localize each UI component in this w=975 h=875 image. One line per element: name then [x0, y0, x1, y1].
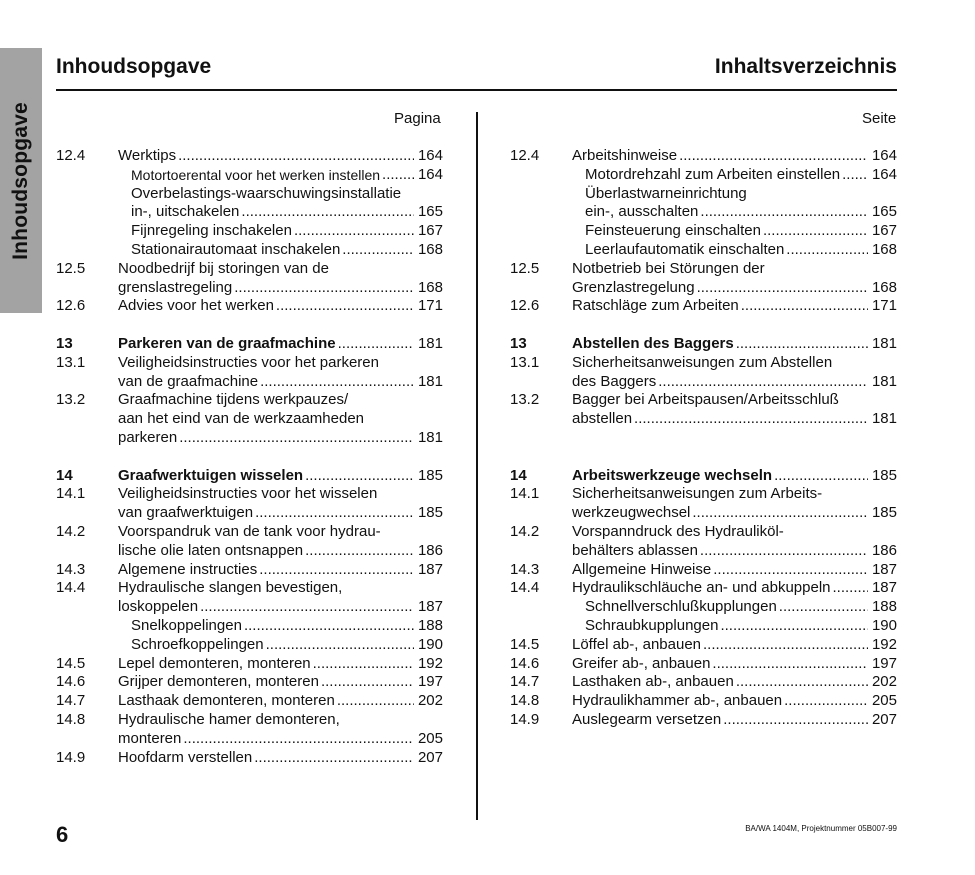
toc-entry-page: 205 [871, 692, 897, 710]
dot-leader [703, 636, 868, 655]
toc-entry-title: Bagger bei Arbeitspausen/Arbeitsschluß [572, 391, 839, 409]
toc-entry-page: 192 [417, 654, 443, 672]
dot-leader [305, 467, 414, 486]
toc-entry-page: 187 [417, 560, 443, 578]
toc-entry-title: Graafwerktuigen wisselen [118, 466, 304, 484]
dot-leader [382, 166, 414, 185]
toc-entry [56, 467, 443, 486]
toc-entry [56, 561, 443, 580]
toc-entry-number: 14.4 [510, 579, 540, 597]
dot-leader [700, 542, 868, 561]
toc-entry [56, 203, 443, 222]
page-number: 6 [56, 822, 69, 847]
toc-entry-page: 185 [871, 466, 897, 484]
side-tab-label: Inhoudsopgave [9, 101, 32, 260]
toc-entry-number: 14.9 [56, 748, 86, 766]
toc-entry [56, 335, 443, 354]
toc-entry-page: 188 [871, 598, 897, 616]
toc-entry [510, 222, 897, 241]
column-divider [476, 112, 478, 820]
toc-entry-page: 181 [417, 334, 443, 352]
toc-entry [56, 279, 443, 298]
toc-entry [510, 241, 897, 260]
toc-entry [510, 185, 897, 204]
dot-leader [305, 542, 414, 561]
dot-leader [692, 504, 868, 523]
dot-leader [634, 410, 868, 429]
dot-leader [779, 598, 868, 617]
dot-leader [255, 504, 414, 523]
dot-leader [342, 241, 414, 260]
toc-entry [510, 166, 897, 185]
toc-entry [510, 523, 897, 542]
toc-entry-number: 14.6 [510, 654, 540, 672]
toc-entry [510, 485, 897, 504]
toc-entry-title: ein-, ausschalten [585, 203, 699, 221]
toc-entry-page: 165 [871, 203, 897, 221]
toc-entry-title: aan het eind van de werkzaamheden [118, 410, 365, 428]
toc-entry-title: Grijper demonteren, monteren [118, 673, 319, 691]
toc-entry-title: grenslastregeling [118, 278, 233, 296]
toc-entry-title: Snelkoppelingen [131, 616, 242, 634]
toc-entry-title: Hydraulikhammer ab-, anbauen [572, 692, 783, 710]
toc-dutch [56, 147, 443, 767]
toc-entry [510, 297, 897, 316]
toc-entry-page: 168 [417, 278, 443, 296]
dot-leader [679, 147, 868, 166]
toc-entry-title: Overbelastings-waarschuwingsinstallatie [131, 184, 402, 202]
toc-entry-title: Hydraulische slangen bevestigen, [118, 579, 343, 597]
toc-entry-page: 164 [871, 147, 897, 164]
toc-entry [510, 467, 897, 486]
toc-entry-title: Überlastwarneinrichtung [585, 184, 747, 202]
toc-entry [56, 542, 443, 561]
toc-entry-title: Schroefkoppelingen [131, 635, 264, 653]
toc-entry-title: abstellen [572, 410, 633, 428]
toc-entry-number: 14.3 [56, 560, 86, 578]
toc-entry-page: 188 [417, 616, 443, 634]
toc-entry-title: Lepel demonteren, monteren [118, 654, 311, 672]
toc-entry [510, 692, 897, 711]
toc-entry [56, 297, 443, 316]
col-head-seite: Seite [862, 110, 897, 127]
toc-entry [510, 354, 897, 373]
toc-entry-number: 14.5 [510, 635, 540, 653]
toc-entry [56, 391, 443, 410]
toc-entry-page: 187 [871, 579, 897, 597]
toc-entry-page: 181 [417, 428, 443, 446]
dot-leader [774, 467, 868, 486]
toc-entry-title: werkzeugwechsel [572, 504, 691, 522]
toc-entry [56, 429, 443, 448]
toc-entry [510, 561, 897, 580]
toc-entry-number: 14.1 [56, 485, 86, 503]
toc-entry-number: 14.7 [510, 673, 540, 691]
toc-entry [56, 241, 443, 260]
toc-entry-title: Sicherheitsanweisungen zum Arbeits- [572, 485, 823, 503]
toc-entry-title: Stationairautomaat inschakelen [131, 240, 341, 258]
toc-entry-page: 197 [417, 673, 443, 691]
toc-entry [510, 636, 897, 655]
toc-entry-number: 12.6 [56, 297, 86, 315]
toc-entry [56, 354, 443, 373]
toc-entry-page: 168 [417, 240, 443, 258]
dot-leader [763, 222, 868, 241]
toc-entry [510, 711, 897, 730]
toc-entry [510, 504, 897, 523]
dot-leader [736, 673, 868, 692]
toc-entry-number: 13 [510, 334, 527, 352]
dot-leader [313, 655, 414, 674]
toc-entry-page: 185 [871, 504, 897, 522]
toc-entry-title: Sicherheitsanweisungen zum Abstellen [572, 353, 833, 371]
toc-entry-page: 190 [871, 616, 897, 634]
toc-german [510, 147, 897, 730]
toc-entry-page: 171 [871, 297, 897, 315]
toc-entry-title: Motordrehzahl zum Arbeiten einstellen [585, 165, 841, 183]
toc-entry [56, 485, 443, 504]
toc-entry-title: parkeren [118, 428, 178, 446]
toc-entry [56, 598, 443, 617]
toc-entry-title: Auslegearm versetzen [572, 710, 722, 728]
toc-entry [56, 692, 443, 711]
toc-entry-number: 14.8 [56, 710, 86, 728]
toc-entry [56, 617, 443, 636]
toc-entry-page: 207 [871, 710, 897, 728]
dot-leader [713, 561, 868, 580]
toc-entry-title: Parkeren van de graafmachine [118, 334, 336, 352]
toc-entry [510, 673, 897, 692]
toc-entry-title: Schraubkupplungen [585, 616, 719, 634]
toc-entry [56, 579, 443, 598]
toc-entry-title: Greifer ab-, anbauen [572, 654, 711, 672]
toc-entry-title: Leerlaufautomatik einschalten [585, 240, 785, 258]
toc-entry-page: 207 [417, 748, 443, 766]
toc-entry-title: Lasthaken ab-, anbauen [572, 673, 734, 691]
toc-entry-page: 205 [417, 729, 443, 747]
toc-entry [56, 260, 443, 279]
toc-entry [56, 504, 443, 523]
dot-leader [244, 617, 414, 636]
toc-entry-title: Abstellen des Baggers [572, 334, 734, 352]
toc-entry-page: 186 [417, 541, 443, 559]
toc-entry-title: Motortoerental voor het werken instellen [131, 166, 381, 183]
side-tab [0, 48, 42, 313]
toc-entry [56, 185, 443, 204]
toc-entry [510, 279, 897, 298]
toc-entry-number: 13.2 [510, 391, 540, 409]
dot-leader [276, 297, 414, 316]
toc-entry-page: 181 [417, 372, 443, 390]
dot-leader [784, 692, 868, 711]
dot-leader [697, 279, 868, 298]
toc-entry-number: 14 [510, 466, 527, 484]
toc-entry [510, 410, 897, 429]
toc-entry-number: 13.1 [56, 353, 86, 371]
toc-entry [510, 147, 897, 166]
toc-entry-title: Lasthaak demonteren, monteren [118, 692, 335, 710]
toc-entry-title: Hoofdarm verstellen [118, 748, 253, 766]
toc-entry-title: van de graafmachine [118, 372, 259, 390]
toc-entry-title: Graafmachine tijdens werkpauzes/ [118, 391, 349, 409]
toc-entry-page: 202 [417, 692, 443, 710]
dot-leader [241, 203, 414, 222]
toc-entry-title: in-, uitschakelen [131, 203, 240, 221]
toc-entry-number: 12.4 [510, 147, 540, 164]
toc-entry-title: Vorspanndruck des Hydrauliköl- [572, 522, 784, 540]
toc-entry-number: 12.4 [56, 147, 86, 164]
toc-entry-title: Noodbedrijf bij storingen van de [118, 259, 329, 277]
toc-entry-page: 192 [871, 635, 897, 653]
dot-leader [338, 335, 414, 354]
toc-entry-title: Schnellverschlußkupplungen [585, 598, 777, 616]
toc-entry-number: 14.3 [510, 560, 540, 578]
toc-entry-title: Algemene instructies [118, 560, 258, 578]
dot-leader [234, 279, 414, 298]
toc-entry-title: Voorspandruk van de tank voor hydrau- [118, 522, 381, 540]
toc-entry [56, 730, 443, 749]
toc-entry-number: 14.4 [56, 579, 86, 597]
dot-leader [833, 579, 868, 598]
toc-entry-number: 12.6 [510, 297, 540, 315]
toc-entry-page: 168 [871, 240, 897, 258]
dot-leader [179, 429, 414, 448]
toc-entry [56, 636, 443, 655]
toc-entry-title: loskoppelen [118, 598, 199, 616]
dot-leader [658, 373, 868, 392]
dot-leader [720, 617, 868, 636]
toc-entry [56, 749, 443, 768]
toc-entry [510, 335, 897, 354]
dot-leader [260, 373, 414, 392]
toc-entry-page: 190 [417, 635, 443, 653]
toc-entry-title: van graafwerktuigen [118, 504, 254, 522]
title-dutch: Inhoudsopgave [56, 55, 212, 78]
toc-entry-title: Ratschläge zum Arbeiten [572, 297, 739, 315]
dot-leader [254, 749, 414, 768]
col-head-pagina: Pagina [394, 110, 441, 127]
toc-entry-page: 168 [871, 278, 897, 296]
toc-entry-title: monteren [118, 729, 182, 747]
toc-entry-number: 14.6 [56, 673, 86, 691]
toc-entry [510, 655, 897, 674]
toc-entry-title: Grenzlastregelung [572, 278, 695, 296]
toc-entry-number: 14 [56, 466, 73, 484]
toc-entry-page: 181 [871, 334, 897, 352]
toc-entry-page: 164 [417, 165, 443, 183]
dot-leader [736, 335, 868, 354]
dot-leader [337, 692, 414, 711]
toc-entry-number: 13.1 [510, 353, 540, 371]
toc-entry-page: 197 [871, 654, 897, 672]
toc-entry-title: des Baggers [572, 372, 657, 390]
dot-leader [266, 636, 414, 655]
toc-entry-number: 13.2 [56, 391, 86, 409]
toc-entry-title: Fijnregeling inschakelen [131, 222, 292, 240]
toc-entry-page: 186 [871, 541, 897, 559]
toc-entry-page: 164 [871, 165, 897, 183]
toc-entry-page: 164 [417, 147, 443, 164]
toc-entry-number: 14.7 [56, 692, 86, 710]
toc-entry [56, 711, 443, 730]
toc-entry-title: behälters ablassen [572, 541, 698, 559]
dot-leader [200, 598, 414, 617]
toc-entry-page: 167 [871, 222, 897, 240]
toc-entry [56, 222, 443, 241]
dot-leader [294, 222, 414, 241]
dot-leader [741, 297, 868, 316]
toc-entry-title: Allgemeine Hinweise [572, 560, 712, 578]
toc-entry-number: 14.1 [510, 485, 540, 503]
toc-entry [510, 579, 897, 598]
toc-entry [510, 391, 897, 410]
toc-entry-title: Arbeitswerkzeuge wechseln [572, 466, 773, 484]
toc-entry-number: 12.5 [56, 259, 86, 277]
title-german: Inhaltsverzeichnis [714, 55, 897, 78]
header-divider [56, 89, 897, 91]
dot-leader [723, 711, 868, 730]
toc-entry [510, 203, 897, 222]
toc-entry-page: 187 [871, 560, 897, 578]
toc-entry-page: 165 [417, 203, 443, 221]
toc-entry-page: 202 [871, 673, 897, 691]
toc-entry-title: Veiligheidsinstructies voor het parkeren [118, 353, 379, 371]
toc-entry-title: Arbeitshinweise [572, 147, 678, 164]
toc-entry-number: 14.9 [510, 710, 540, 728]
toc-entry-number: 14.2 [56, 522, 86, 540]
project-reference: BA/WA 1404M, Projektnummer 05B007-99 [745, 824, 897, 833]
toc-entry-title: Feinsteuerung einschalten [585, 222, 761, 240]
toc-entry-number: 12.5 [510, 259, 540, 277]
toc-entry [510, 260, 897, 279]
dot-leader [183, 730, 414, 749]
toc-entry-title: Notbetrieb bei Störungen der [572, 259, 765, 277]
toc-entry-title: Hydraulikschläuche an- und abkuppeln [572, 579, 831, 597]
toc-entry-page: 181 [871, 410, 897, 428]
toc-entry [510, 542, 897, 561]
dot-leader [259, 561, 414, 580]
toc-entry [56, 673, 443, 692]
dot-leader [712, 655, 868, 674]
dot-leader [786, 241, 868, 260]
dot-leader [321, 673, 414, 692]
toc-entry-page: 187 [417, 598, 443, 616]
toc-entry-title: Löffel ab-, anbauen [572, 635, 702, 653]
toc-entry-title: Werktips [118, 147, 177, 164]
toc-entry [56, 523, 443, 542]
toc-entry-page: 185 [417, 466, 443, 484]
toc-entry-page: 185 [417, 504, 443, 522]
toc-entry-title: lische olie laten ontsnappen [118, 541, 304, 559]
toc-entry [510, 617, 897, 636]
toc-entry [56, 655, 443, 674]
toc-entry [56, 166, 443, 185]
toc-entry [510, 373, 897, 392]
toc-entry [56, 410, 443, 429]
toc-entry-title: Hydraulische hamer demonteren, [118, 710, 340, 728]
dot-leader [178, 147, 414, 166]
toc-entry-number: 14.2 [510, 522, 540, 540]
toc-entry [56, 147, 443, 166]
toc-entry-number: 14.8 [510, 692, 540, 710]
toc-entry-page: 167 [417, 222, 443, 240]
dot-leader [842, 166, 868, 185]
toc-entry-title: Advies voor het werken [118, 297, 274, 315]
toc-entry [56, 373, 443, 392]
toc-entry-page: 171 [417, 297, 443, 315]
toc-entry-title: Veiligheidsinstructies voor het wisselen [118, 485, 378, 503]
dot-leader [700, 203, 868, 222]
toc-entry [510, 598, 897, 617]
toc-entry-page: 181 [871, 372, 897, 390]
toc-entry-number: 14.5 [56, 654, 86, 672]
toc-entry-number: 13 [56, 334, 73, 352]
